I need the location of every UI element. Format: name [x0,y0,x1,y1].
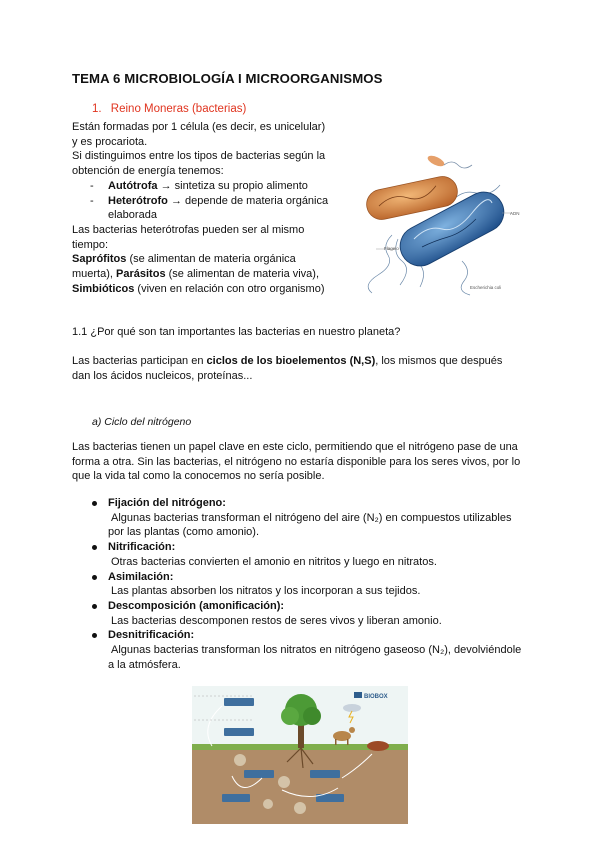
intro-line: Están formadas por 1 célula (es decir, es unicelular) [72,121,326,133]
type-desc-cont: elaborada [108,209,157,222]
nitrogen-cycle-illustration [192,686,408,824]
process-item-asimilacion [92,570,532,599]
saprofitos-cont: muerta), [72,268,113,281]
ciclos-line-2: dan los ácidos nucleicos, proteínas... [72,369,253,382]
simbioticos-term: Simbióticos [72,282,135,295]
process-item-desnitrificacion [92,628,532,672]
intro-line: y es procariota. [72,135,148,148]
type-term: Heterótrofo [108,194,168,207]
bullet-dot [92,633,97,638]
process-item-descomposicion [92,599,532,628]
bullet-dot [92,575,97,580]
parasitos-term: Parásitos [116,268,166,281]
process-term: Nitrificación: [108,541,176,554]
process-desc: Las bacterias descomponen restos de seres vivos y liberan amonio. [111,614,442,627]
type-desc: → sintetiza su propio alimento [160,179,308,192]
simbioticos-desc: (viven en relación con otro organismo) [137,282,325,295]
section-number: 1. [92,103,102,115]
saprofitos-desc: (se alimentan de materia orgánica [129,253,296,266]
process-desc: Las plantas absorben los nitratos y los incorporan a sus tejidos. [111,585,421,598]
small-bacterium [426,154,472,169]
brand-biobox: BIOBOX [364,694,388,700]
saprofitos-term: Saprófitos [72,253,127,266]
question-1-1: 1.1 ¿Por qué son tan importantes las bacterias en nuestro planeta? [72,326,401,338]
parasitos-desc: (se alimentan de materia viva), [168,268,320,281]
process-item-fijacion [92,496,532,540]
process-desc: Algunas bacterias transforman los nitratos en nitrógeno gaseoso (N₂), devolviéndole [111,644,522,657]
hetero-line: Las bacterias heterótrofas pueden ser al mismo [72,223,305,236]
clave-line: que la vida tal como la conocemos no sería posible. [72,470,325,483]
dash-bullet: - [90,194,94,207]
process-list [92,496,532,672]
parasitos-line [72,267,342,282]
ciclos-line-1 [72,354,542,369]
ciclos-pre: Las bacterias participan en [72,355,204,367]
clave-line: Las bacterias tienen un papel clave en este ciclo, permitiendo que el nitrógeno pase de una [72,441,518,453]
process-desc: Algunas bacterias transforman el nitrógeno del aire (N₂) en compuestos utilizables [111,511,512,524]
type-desc: → depende de materia orgánica [170,194,329,207]
saprofitos-line [72,252,342,267]
process-desc-cont: a la atmósfera. [108,658,181,671]
dash-bullet: - [90,179,94,192]
ciclos-bold: ciclos de los bioelementos (N,S) [206,355,376,367]
intro-paragraph [72,120,342,296]
bacteria-illustration [352,143,522,298]
clave-paragraph [72,440,537,484]
label-adn: ADN [510,211,520,216]
ciclos-paragraph [72,354,542,383]
cycle-decomposition-pile [367,741,389,751]
label-species: Escherichia coli [470,285,502,290]
label-flagelo: Flagelo [384,246,399,251]
process-term: Fijación del nitrógeno: [108,497,226,509]
process-desc-cont: por las plantas (como amonio). [108,526,260,539]
process-desc: Otras bacterias convierten el amonio en nitritos y luego en nitratos. [111,555,437,568]
clave-line: forma a otra. Sin las bacterias, el nitrógeno no estaría disponible para los seres vivos, por lo [72,455,521,468]
bullet-dot [92,545,97,550]
section-title: Reino Moneras (bacterias) [110,103,247,115]
hetero-line: tiempo: [72,238,109,251]
bullet-dot [92,604,97,609]
ciclos-post: , los mismos que después [375,355,503,367]
type-autotrofa [72,179,342,194]
subsection-ciclo-nitrogeno: a) Ciclo del nitrógeno [92,416,192,428]
type-heterotrofo [72,194,342,209]
intro-line: obtención de energía tenemos: [72,165,224,178]
type-heterotrofo-cont [72,208,342,223]
process-term: Descomposición (amonificación): [108,599,285,612]
intro-line: Si distinguimos entre los tipos de bacterias según la [72,150,326,163]
section-heading-reino-moneras [92,103,246,115]
process-item-nitrificacion [92,540,532,569]
process-term: Desnitrificación: [108,629,195,642]
page-title: TEMA 6 MICROBIOLOGÍA I MICROORGANISMOS [72,71,383,86]
type-term: Autótrofa [108,179,158,192]
bullet-dot [92,501,97,506]
simbioticos-line [72,282,342,297]
process-term: Asimilación: [108,570,174,583]
